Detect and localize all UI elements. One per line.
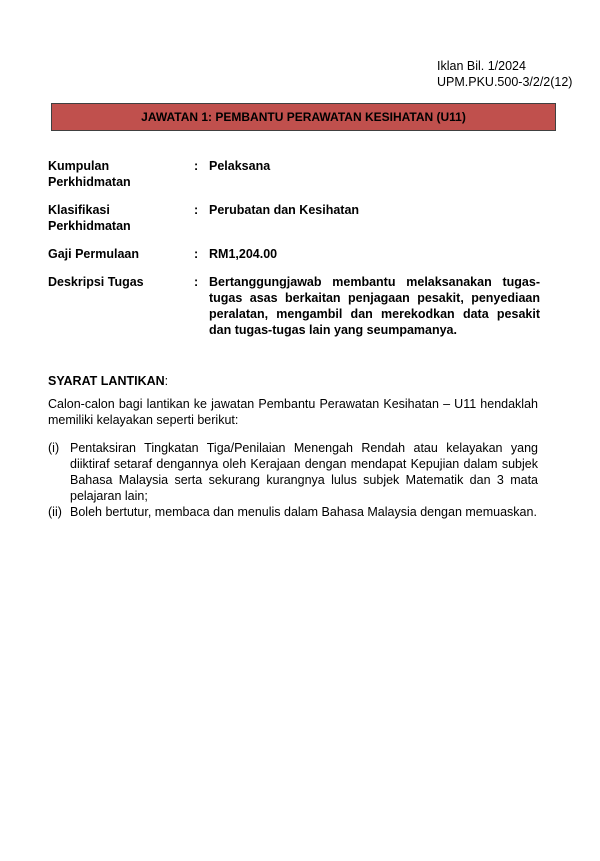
info-label: Gaji Permulaan — [48, 247, 140, 261]
list-item — [48, 440, 538, 504]
info-value: Pelaksana — [209, 159, 271, 173]
info-colon: : — [194, 159, 199, 173]
position-title-banner — [51, 103, 556, 131]
info-label: Kumpulan Perkhidmatan — [48, 159, 131, 189]
info-value: Bertanggungjawab membantu melaksanakan tugas-tugas asas berkaitan penjagaan pesakit, penyediaan peralatan, mengambil dan merekodkan data pesakit dan tugas-tugas lain yang seumpamanya. — [209, 275, 540, 337]
list-item-text: Pentaksiran Tingkatan Tiga/Penilaian Menengah Rendah atau kelayakan yang diiktiraf setaraf dengannya oleh Kerajaan dengan mendapat Kepujian dalam subjek Bahasa Malaysia serta sekurang kurangnya lulus subjek Matematik dan 3 mata pelajaran lain; — [70, 441, 538, 503]
reference-block — [437, 58, 572, 90]
list-item-number: (i) — [48, 441, 60, 455]
section-heading-text: SYARAT LANTIKAN — [48, 374, 165, 388]
info-value: RM1,204.00 — [209, 247, 278, 261]
info-colon: : — [194, 203, 199, 217]
info-row-deskripsi — [48, 274, 540, 338]
list-item-text: Boleh bertutur, membaca dan menulis dalam Bahasa Malaysia dengan memuaskan. — [70, 505, 537, 519]
list-item — [48, 504, 538, 520]
requirements-list — [48, 440, 538, 520]
info-colon: : — [194, 247, 199, 261]
info-row-gaji — [48, 246, 540, 262]
advert-number: Iklan Bil. 1/2024 — [437, 59, 526, 73]
list-item-number: (ii) — [48, 505, 62, 519]
info-label: Deskripsi Tugas — [48, 275, 144, 289]
info-colon: : — [194, 275, 199, 289]
position-info — [48, 158, 540, 350]
info-value: Perubatan dan Kesihatan — [209, 203, 360, 217]
info-row-klasifikasi — [48, 202, 540, 234]
position-title: JAWATAN 1: PEMBANTU PERAWATAN KESIHATAN (U11) — [141, 110, 466, 124]
section-heading-colon: : — [164, 374, 169, 388]
info-label: Klasifikasi Perkhidmatan — [48, 203, 131, 233]
file-reference: UPM.PKU.500-3/2/2(12) — [437, 75, 573, 89]
info-row-kumpulan — [48, 158, 540, 190]
requirements-intro: Calon-calon bagi lantikan ke jawatan Pembantu Perawatan Kesihatan – U11 hendaklah memiliki kelayakan seperti berikut: — [48, 397, 538, 427]
section-heading — [48, 373, 168, 389]
